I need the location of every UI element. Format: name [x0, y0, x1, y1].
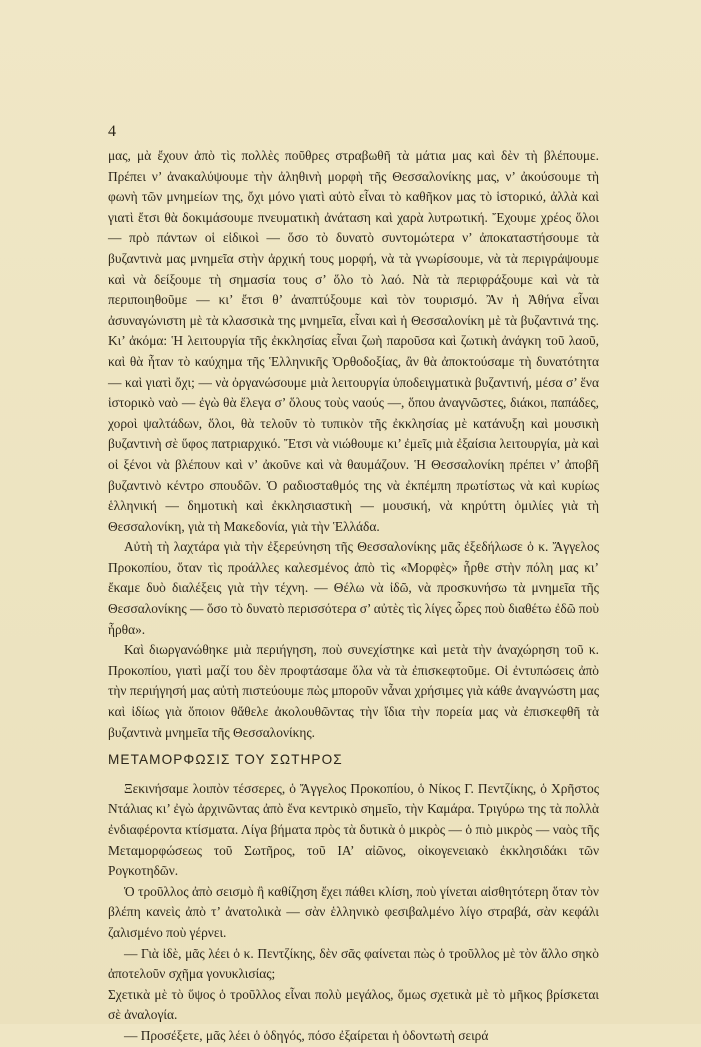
paragraph-guide-remark: — Προσέξετε, μᾶς λέει ὁ ὁδηγός, πόσο ἐξαίρεται ἡ ὀδοντωτὴ σειρά: [124, 1027, 489, 1043]
paragraph-pentzikis-remark: — Γιὰ ἰδὲ, μᾶς λέει ὁ κ. Πεντζίκης, δὲν σᾶς φαίνεται πὼς ὁ τροῦλλος μὲ τὸν ἄλλο σηκὸ ἀποτελοῦν σχῆμα γονυκλισίας;: [108, 945, 599, 982]
paragraph-tour-organized: Καὶ διωργανώθηκε μιὰ περιήγηση, ποὺ συνεχίστηκε καὶ μετὰ τὴν ἀναχώρηση τοῦ κ. Προκοπίου, γιατὶ μαζί του δὲν προφτάσαμε ὅλα νὰ τὰ ἐπισκεφτοῦμε. Οἱ ἐντυπώσεις ἀπὸ τὴν περιήγησή μας αὐτὴ πιστεύουμε πὼς μποροῦν νἆναι χρήσιμες γιὰ κάθε ἀναγνώστη μας καὶ ἰδίως γιὰ ὅποιον θἄθελε ἀκολουθῶντας τὴν ἴδια τὴν πορεία μας νὰ ἐπισκεφθῆ τὰ βυζαντινὰ μνημεῖα τῆς Θεσσαλονίκης.: [108, 642, 599, 740]
article-body: [108, 146, 599, 1047]
section-heading: ΜΕΤΑΜΟΡΦΩΣΙΣ ΤΟΥ ΣΩΤΗΡΟΣ: [108, 752, 343, 768]
paragraph-dome-tilt: Ὁ τροῦλλος ἀπὸ σεισμὸ ἢ καθίζηση ἔχει πάθει κλίση, ποὺ γίνεται αἰσθητότερη ὅταν τὸν βλέπη κανεὶς ἀπὸ τ’ ἀνατολικὰ — σὰν ἑλληνικὸ φεσιβαλμένο λίγο στραβά, σὰν κεφάλι ζαλισμένο ποὺ γέρνει.: [108, 883, 599, 940]
paragraph-continuation: μας, μὰ ἔχουν ἀπὸ τὶς πολλὲς ποῦθρες στραβωθῆ τὰ μάτια μας καὶ δὲν τὴ βλέπουμε. Πρέπει ν’ ἀνακαλύψουμε τὴν ἀληθινὴ μορφὴ τῆς Θεσσαλονίκης μας, ν’ ἀκούσουμε τὴ φωνὴ τῶν μνημείων της, ὄχι μόνο γιατὶ αὐτὸ εἶναι τὸ καθῆκον μας τὸ ἱστορικό, ἀλλὰ καὶ γιατὶ ἔτσι θὰ δοκιμάσουμε πνευματικὴ ἀνάταση καὶ χαρὰ λυτρωτική. Ἔχουμε χρέος ὅλοι — πρὸ πάντων οἱ εἰδικοὶ — ὅσο τὸ δυνατὸ συντομώτερα ν’ ἀποκαταστήσουμε τὰ βυζαντινὰ μας μνημεῖα στὴν ἀρχική τους μορφή, νὰ τὰ γνωρίσουμε, νὰ τὰ περιγράψουμε καὶ νὰ δείξουμε τὴ σημασία τους σ’ ὅλο τὸ λαό. Νὰ τὰ περιφράξουμε καὶ νὰ τὰ περιποιηθοῦμε — κι’ ἔτσι θ’ ἀναπτύξουμε καὶ τὸν τουρισμό. Ἂν ἡ Ἀθήνα εἶναι ἀσυναγώνιστη μὲ τὰ κλασσικὰ της μνημεῖα, εἶναι καὶ ἡ Θεσσαλονίκη μὲ τὰ βυζαντινά της. Κι’ ἀκόμα: Ἡ λειτουργία τῆς ἐκκλησίας εἶναι ζωὴ παροῦσα καὶ ζωτικὴ ἀνάγκη τοῦ λαοῦ, καὶ θὰ ἦταν τὸ καύχημα τῆς Ἑλληνικῆς Ὀρθοδοξίας, ἂν θὰ ἀποκτούσαμε τὴ δυνατότητα — καὶ γιατὶ ὄχι; — νὰ ὀργανώσουμε μιὰ λειτουργία ὑποδειγματικὰ βυζαντινή, μέσα σ’ ἕνα ἱστορικὸ ναὸ — ἐγὼ θὰ ἔλεγα σ’ ὅλους τοὺς ναούς —, ὅπου ἀναγνῶστες, διάκοι, παπάδες, χοροὶ ψαλτάδων, ὅλοι, θὰ τελοῦν τὸ τυπικὸν τῆς ἐκκλησίας μὲ κατάνυξη καὶ μουσικὴ βυζαντινὴ σὲ ὕφος πατριαρχικό. Ἔτσι νὰ νιώθουμε κι’ ἐμεῖς μιὰ ἐξαίσια λειτουργία, μὰ καὶ οἱ ξένοι νὰ βλέπουν καὶ ν’ ἀκοῦνε καὶ νὰ θαυμάζουν. Ἡ Θεσσαλονίκη πρέπει ν’ ἀποβῆ βυζαντινὸ κέντρο σπουδῶν. Ὁ ραδιοσταθμός της νὰ ἐκπέμπη πρωτίστως νὰ καὶ κυρίως ἑλληνική — δημοτικὴ καὶ ἐκκλησιαστικὴ — μουσική, νὰ κηρύττη ὁμιλίες γιὰ τὴ Θεσσαλονίκη, γιὰ τὴ Μακεδονία, γιὰ τὴν Ἑλλάδα.: [108, 148, 599, 534]
paragraph-set-out: Ξεκινήσαμε λοιπὸν τέσσερες, ὁ Ἄγγελος Προκοπίου, ὁ Νίκος Γ. Πεντζίκης, ὁ Χρῆστος Ντάλιας κι’ ἐγὼ ἀρχινῶντας ἀπὸ ἕνα κεντρικὸ σημεῖο, τὴν Καμάρα. Τριγύρω της τὰ πολλὰ ἐνδιαφέροντα κτίσματα. Λίγα βήματα πρὸς τὰ δυτικὰ ὁ μικρὸς — ὁ πιὸ μικρὸς — ναὸς τῆς Μεταμορφώσεως τοῦ Σωτῆρος, τοῦ ΙΑ’ αἰῶνος, οἰκογενειακὸ ἐκκλησιδάκι τῶν Ρογκοτηδῶν.: [108, 780, 599, 879]
page-number: 4: [108, 123, 116, 140]
paragraph-prokopiou-visit: Αὐτὴ τὴ λαχτάρα γιὰ τὴν ἐξερεύνηση τῆς Θεσσαλονίκης μᾶς ἐξεδήλωσε ὁ κ. Ἄγγελος Προκοπίου, ὅταν τὶς προάλλες καλεσμένος ἀπὸ τὶς «Μορφὲς» ἦρθε στὴν πόλη μας κι’ ἔκαμε δυὸ διαλέξεις γιὰ τὴν τέχνη. — Θέλω νὰ ἰδῶ, νὰ προσκυνήσω τὰ μνημεῖα τῆς Θεσσαλονίκης — ὅσο τὸ δυνατὸ περισσότερα σ’ αὐτὲς τὶς λίγες ὧρες ποὺ διαθέτω ἐδῶ ποὺ ἦρθα».: [108, 539, 599, 637]
paragraph-dome-proportion: Σχετικὰ μὲ τὸ ὕψος ὁ τροῦλλος εἶναι πολὺ μεγάλος, ὅμως σχετικὰ μὲ τὸ μῆκος βρίσκεται σὲ ἀναλογία.: [108, 986, 599, 1023]
